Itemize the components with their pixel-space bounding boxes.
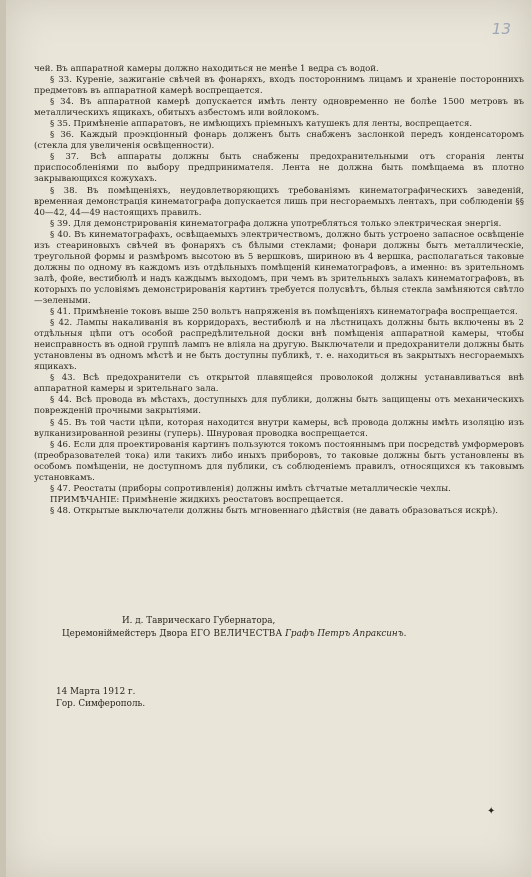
signature-name: Графъ Петръ Апраксинъ.	[282, 629, 407, 639]
paragraph-47: § 47. Реостаты (приборы сопротивленія) должны имѣть сѣтчатые металлическіе чехлы.	[50, 483, 451, 494]
paragraph-40: § 40. Въ кинематографахъ, освѣщаемыхъ электричествомъ, должно быть устроено запасное освѣщеніе изъ стеариновыхъ свѣчей въ фонаряхъ съ бѣлыми стеклами; фонари должны быть металлическіе, треугольной формы и размѣромъ высотою въ 5 вершковъ, шириною въ 4 вершка, располагаться таковые должны по одному въ каждомъ изъ отдѣльныхъ помѣщеній кинематографовъ, а именно: въ зрительномъ залѣ, фойе, вестибюлѣ и надъ каждымъ выходомъ, при чемъ въ зрительныхъ залахъ кинематографовъ, въ которыхъ по условіямъ демонстрированія картинъ требуется полусвѣтъ, бѣлыя стекла замѣняются свѣтло—зелеными.	[34, 229, 524, 306]
date-place-block	[56, 686, 145, 710]
paragraph-41: § 41. Примѣненіе токовъ выше 250 вольтъ напряженія въ помѣщеніяхъ кинематографа воспрещается.	[50, 307, 518, 318]
paragraph-34: § 34. Въ аппаратной камерѣ допускается имѣть ленту одновременно не болѣе 1500 метровъ въ металлическихъ ящикахъ, обитыхъ азбестомъ или войлокомъ.	[34, 97, 524, 119]
ink-mark-icon: ✦	[487, 806, 496, 817]
document-date: 14 Марта 1912 г.	[56, 687, 136, 697]
page-number: 13	[491, 20, 511, 38]
paragraph-39: § 39. Для демонстрированія кинематографа должна употребляться только электрическая энергія.	[50, 218, 502, 229]
paragraph-33: § 33. Куреніе, зажиганіе свѣчей въ фонаряхъ, входъ постороннимъ лицамъ и храненіе постороннихъ предметовъ въ аппаратной камерѣ воспрещается.	[34, 75, 524, 97]
paragraph-35: § 35. Примѣненіе аппаратовъ, не имѣющихъ пріемныхъ катушекъ для ленты, воспрещается.	[50, 119, 473, 130]
paragraph-46: § 46. Если для проектированія картинъ пользуются токомъ постояннымъ при посредствѣ умформеровъ (преобразователей тока) или такихъ либо иныхъ приборовъ, то таковые должны быть установлены въ особомъ помѣщеніи, не доступномъ для публики, съ соблюденіемъ правилъ, относящихся къ таковымъ установкамъ.	[34, 439, 524, 483]
signature-rank: Церемоніймейстеръ Двора	[62, 629, 191, 639]
paragraph-37: § 37. Всѣ аппараты должны быть снабжены предохранительными отъ сгоранія ленты приспособленіями по выбору предпринимателя. Лента не должна быть помѣщаема въ плотно закрывающихся кожухахъ.	[34, 152, 524, 185]
paragraph-43: § 43. Всѣ предохранители съ открытой плавящейся проволокой должны устанавливаться внѣ аппаратной камеры и зрительнаго зала.	[34, 373, 524, 395]
note-paragraph: ПРИМѢЧАНІЕ: Примѣненіе жидкихъ реостатовъ воспрещается.	[50, 494, 344, 505]
paragraph-44: § 44. Всѣ провода въ мѣстахъ, доступныхъ для публики, должны быть защищены отъ механическихъ поврежденій прочными закрытіями.	[34, 395, 524, 417]
paragraph-32-end: чей. Въ аппаратной камеры должно находиться не менѣе 1 ведра съ водой.	[34, 64, 379, 74]
paragraph-42: § 42. Лампы накаливанія въ корридорахъ, вестибюлѣ и на лѣстницахъ должны быть включены въ 2 отдѣльныя цѣпи отъ особой распредѣлительной доски внѣ помѣщенія аппаратной камеры, чтобы неисправность въ одной группѣ лампъ не вліяла на другую. Выключатели и предохранители должны быть установлены въ одномъ мѣстѣ и не быть доступны публикѣ, т. е. находиться въ закрытыхъ несгораемыхъ ящикахъ.	[34, 318, 524, 373]
paragraph-48: § 48. Открытые выключатели должны быть мгновеннаго дѣйствія (не давать образоваться искрѣ).	[50, 505, 499, 516]
paragraph-38: § 38. Въ помѣщеніяхъ, неудовлетворяющихъ требованіямъ кинематографическихъ заведеній, временная демонстрація кинематографа допускается лишь при несгораемыхъ лентахъ, при соблюденіи §§ 40—42, 44—49 настоящихъ правилъ.	[34, 185, 524, 218]
signature-name-line	[62, 628, 522, 641]
signature-block	[62, 615, 522, 641]
paragraph-45: § 45. Въ той части цѣпи, которая находится внутри камеры, всѣ провода должны имѣть изоляцію изъ вулканизированной резины (гуперь). Шнуровая проводка воспрещается.	[34, 417, 524, 439]
document-place: Гор. Симферополь.	[56, 699, 146, 709]
signature-title: И. д. Таврическаго Губернатора,	[122, 616, 276, 626]
regulations-text	[34, 64, 524, 517]
signature-majesty: ЕГО ВЕЛИЧЕСТВА	[190, 629, 283, 639]
paragraph-36: § 36. Каждый проэкціонный фонарь долженъ быть снабженъ заслонкой передъ конденсаторомъ (стекла для увеличенія освѣщенности).	[34, 130, 524, 152]
